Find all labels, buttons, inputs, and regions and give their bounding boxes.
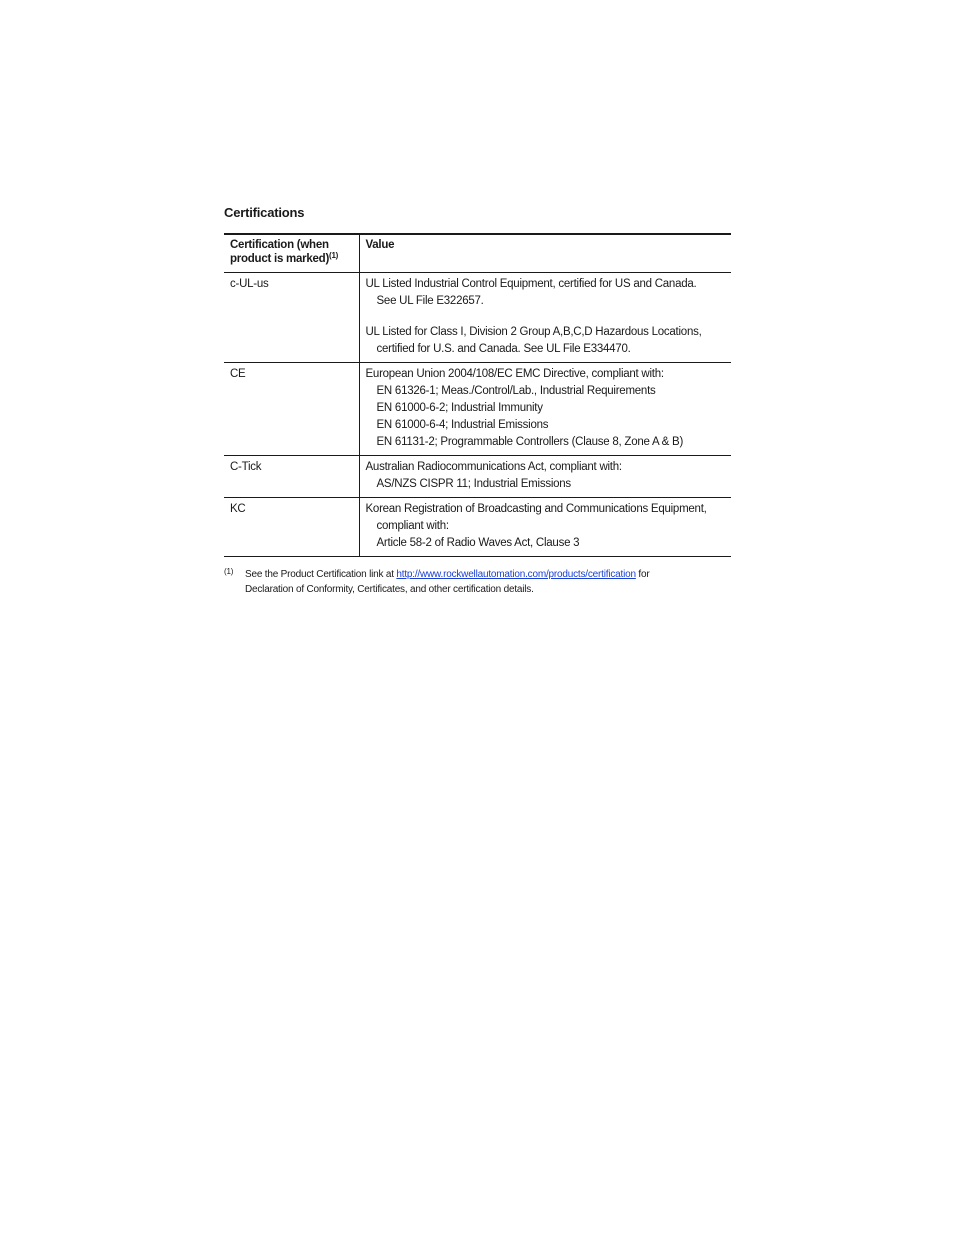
footnote-text: See the Product Certification link at bbox=[245, 569, 397, 580]
table-row bbox=[224, 456, 731, 498]
value-paragraph: UL Listed Industrial Control Equipment, certified for US and Canada. See UL File E322657. bbox=[365, 278, 697, 307]
footnote-reference: (1) bbox=[329, 251, 339, 260]
certification-link[interactable]: http://www.rockwellautomation.com/products/certification bbox=[396, 569, 636, 580]
table-header-row bbox=[224, 234, 731, 273]
header-value: Value bbox=[365, 239, 395, 251]
header-certification: Certification (when product is marked)$^{(1)}$ bbox=[224, 234, 359, 273]
section-title: Certifications bbox=[224, 205, 305, 220]
footnote bbox=[224, 567, 731, 597]
cert-value: Australian Radiocommunications Act, compliant with: AS/NZS CISPR 11; Industrial Emissions bbox=[365, 461, 622, 490]
cert-value bbox=[359, 273, 731, 363]
certifications-section bbox=[224, 204, 731, 597]
footnote-mark: (1) bbox=[224, 567, 234, 576]
cert-name: KC bbox=[224, 498, 359, 557]
value-paragraph: UL Listed for Class I, Division 2 Group A,B,C,D Hazardous Locations, certified for U.S. and Canada. See UL File E334470. bbox=[365, 326, 702, 355]
cert-name: C-Tick bbox=[224, 456, 359, 498]
table-row bbox=[224, 498, 731, 557]
cert-name: CE bbox=[224, 363, 359, 456]
cert-name: c-UL-us bbox=[224, 273, 359, 363]
cert-value: European Union 2004/108/EC EMC Directive, compliant with: EN 61326-1; Meas./Control/Lab., Industrial Requirements EN 61000-6-2; Industrial Immunity EN 61000-6-4; Industrial Emissions EN 61131-2; Programmable Controllers (Clause 8, Zone A & B) bbox=[365, 368, 684, 448]
footnote-text-after: for bbox=[635, 569, 650, 580]
cert-value: Korean Registration of Broadcasting and Communications Equipment, compliant with: Article 58-2 of Radio Waves Act, Clause 3 bbox=[365, 503, 707, 549]
table-row bbox=[224, 363, 731, 456]
table-row bbox=[224, 273, 731, 363]
footnote-line-2: Declaration of Conformity, Certificates, and other certification details. bbox=[245, 584, 534, 595]
certifications-table bbox=[224, 233, 731, 557]
